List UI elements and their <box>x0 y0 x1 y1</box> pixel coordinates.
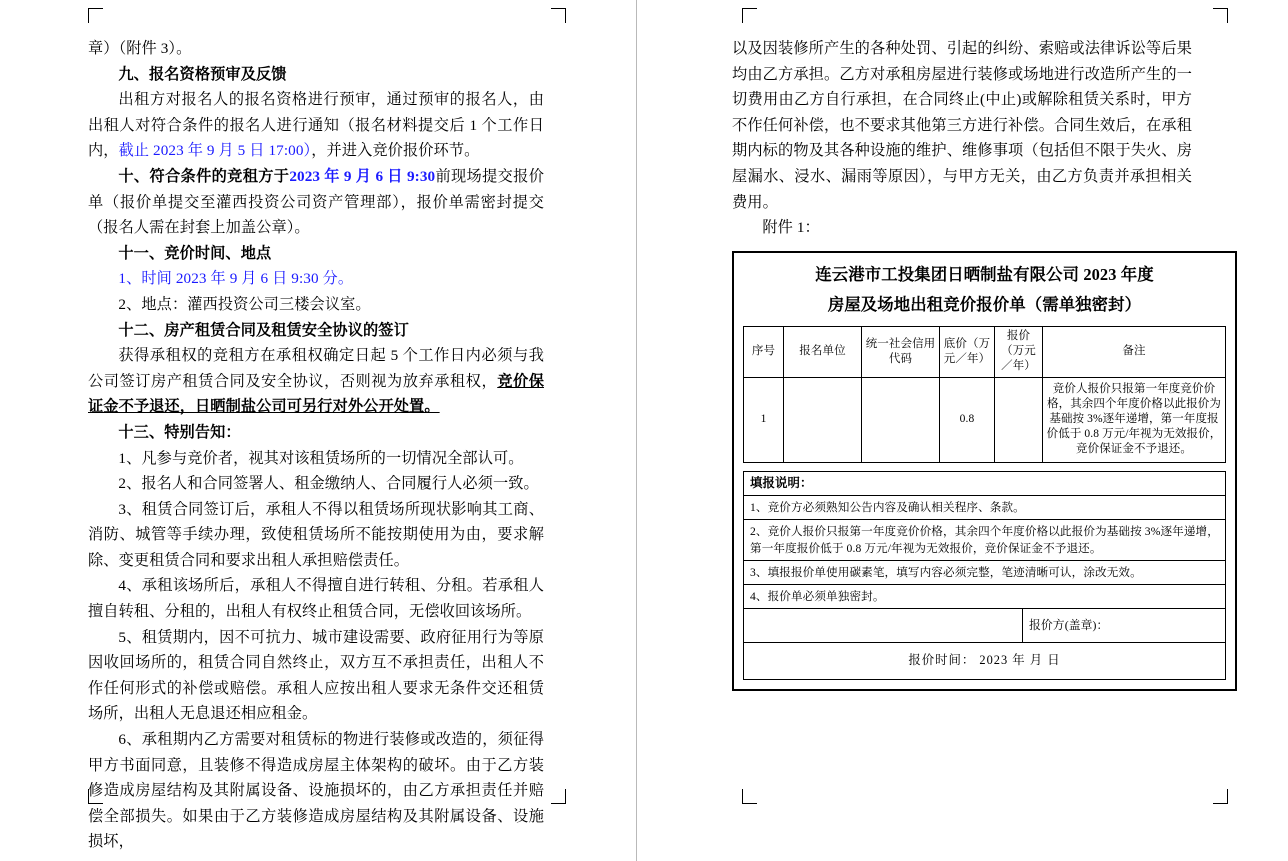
col-header-remark: 备注 <box>1043 326 1226 377</box>
cell-credit-code[interactable] <box>862 377 940 462</box>
section-ten-tail: 前现场提交报价单（报价单提交至灌西投资公司资产管理部），报价单需密封提交（报名人需在封套上加盖公章）。 <box>88 167 544 237</box>
paragraph-prequalification <box>88 87 544 164</box>
bid-time-row: 报价时间： 2023 年 月 日 <box>744 642 1225 679</box>
paragraph-prequalification-tail: ，并进入竞价报价环节。 <box>311 142 480 160</box>
col-header-credit-code: 统一社会信用代码 <box>862 326 940 377</box>
bid-table <box>743 326 1226 463</box>
cell-bid-price[interactable] <box>995 377 1043 462</box>
crop-mark-top-left-right-page <box>742 8 757 23</box>
crop-mark-top-right-right-page <box>1213 8 1228 23</box>
cell-base-price: 0.8 <box>940 377 995 462</box>
paragraph-contract-signing <box>88 343 544 420</box>
contract-signing-text: 获得承租权的竞租方在承租权确定日起 5 个工作日内必须与我公司签订房产租赁合同及安全协议，否则视为放弃承租权， <box>88 347 544 390</box>
note-item-1: 1、竞价方必须熟知公告内容及确认相关程序、条款。 <box>744 495 1225 519</box>
right-page-body <box>732 36 1222 691</box>
paragraph-section-ten <box>88 164 544 241</box>
cell-no: 1 <box>744 377 784 462</box>
col-header-no: 序号 <box>744 326 784 377</box>
paragraph-renovation-liability: 以及因装修所产生的各种处罚、引起的纠纷、索赔或法律诉讼等后果均由乙方承担。乙方对承租房屋进行装修或场地进行改造所产生的一切费用由乙方自行承担，在合同终止(中止)或解除租赁关系时，甲方不作任何补偿，也不要求其他第三方进行补偿。合同生效后，在承租期内标的物及其各种设施的维护、维修事项（包括但不限于失火、房屋漏水、浸水、漏雨等原因），与甲方无关，由乙方负责并承担相关费用。 <box>732 40 1192 211</box>
page-right <box>637 0 1288 861</box>
section-ten-date: 2023 年 9 月 6 日 9:30 <box>289 167 436 185</box>
col-header-bid-price: 报价（万元／年） <box>995 326 1043 377</box>
paragraph-prequalification-text: 出租方对报名人的报名资格进行预审，通过预审的报名人，由出租人对符合条件的报名人进行通知（报名材料提交后 1 个工作日内， <box>88 91 544 160</box>
heading-section-thirteen: 十三、特别告知： <box>118 423 241 441</box>
crop-mark-top-left <box>88 8 103 23</box>
signature-row <box>744 608 1225 643</box>
signature-left-blank[interactable] <box>744 609 1022 643</box>
notes-title: 填报说明： <box>750 475 813 490</box>
crop-mark-bottom-right-right-page <box>1213 789 1228 804</box>
notice-item-2: 2、报名人和合同签署人、租金缴纳人、合同履行人必须一致。 <box>118 475 539 493</box>
crop-mark-top-right <box>551 8 566 23</box>
crop-mark-bottom-right <box>551 789 566 804</box>
page-left <box>0 0 637 861</box>
paragraph-appendix3: 章）（附件 3）。 <box>88 40 192 57</box>
heading-section-twelve: 十二、房产租赁合同及租赁安全协议的签订 <box>118 321 409 339</box>
cell-unit[interactable] <box>784 377 862 462</box>
bid-time-item: 1、时间 2023 年 9 月 6 日 9:30 分。 <box>118 270 354 288</box>
bid-form-box <box>732 251 1237 691</box>
deadline-highlight: 截止 2023 年 9 月 5 日 17:00） <box>118 142 312 160</box>
left-page-body <box>88 36 544 855</box>
crop-mark-bottom-left-right-page <box>742 789 757 804</box>
notice-item-1: 1、凡参与竞价者，视其对该租赁场所的一切情况全部认可。 <box>118 449 524 467</box>
note-item-4: 4、报价单必须单独密封。 <box>744 584 1225 608</box>
notice-item-3: 3、租赁合同签订后，承租人不得以租赁场所现状影响其工商、消防、城管等手续办理，致使租赁场所不能按期使用为由，要求解除、变更租赁合同和要求出租人承担赔偿责任。 <box>88 500 544 569</box>
bid-place-item: 2、地点：灌西投资公司三楼会议室。 <box>118 295 371 313</box>
notice-item-5: 5、租赁期内，因不可抗力、城市建设需要、政府征用行为等原因收回场所的，租赁合同自然终止，双方互不承担责任，出租人不作任何形式的补偿或赔偿。承租人应按出租人要求无条件交还租赁场所，出租人无息退还相应租金。 <box>88 628 544 723</box>
col-header-unit: 报名单位 <box>784 326 862 377</box>
notice-item-4: 4、承租该场所后，承租人不得擅自进行转租、分租。若承租人擅自转租、分租的，出租人有权终止租赁合同，无偿收回该场所。 <box>88 577 544 621</box>
form-title-line2: 房屋及场地出租竞价报价单（需单独密封） <box>827 294 1142 314</box>
section-ten-heading: 十、符合条件的竞租方于 <box>118 167 290 185</box>
col-header-base-price: 底价（万元／年） <box>940 326 995 377</box>
heading-section-eleven: 十一、竞价时间、地点 <box>118 244 272 262</box>
attachment-label: 附件 1： <box>762 219 820 237</box>
note-item-2: 2、竞价人报价只报第一年度竞价价格，其余四个年度价格以此报价为基础按 3%逐年递增，第一年度报价低于 0.8 万元/年视为无效报价，竞价保证金不予退还。 <box>744 519 1225 560</box>
table-row <box>744 377 1226 462</box>
heading-section-nine: 九、报名资格预审及反馈 <box>118 65 287 83</box>
signature-bidder-seal: 报价方(盖章)： <box>1022 609 1225 643</box>
form-title-line1: 连云港市工投集团日晒制盐有限公司 2023 年度 <box>815 264 1154 284</box>
notice-item-6: 6、承租期内乙方需要对租赁标的物进行装修或改造的，须征得甲方书面同意，且装修不得造成房屋主体架构的破坏。由于乙方装修造成房屋结构及其附属设备、设施损坏的，由乙方承担责任并赔偿全部损失。如果由于乙方装修造成房屋结构及其附属设备、设施损坏， <box>88 731 544 851</box>
table-header-row <box>744 326 1226 377</box>
note-item-3: 3、填报报价单使用碳素笔，填写内容必须完整，笔迹清晰可认，涂改无效。 <box>744 560 1225 584</box>
form-notes <box>743 471 1226 680</box>
deposit-forfeit-warning: 竞价保证金不予退还，日晒制盐公司可另行对外公开处置。 <box>88 372 544 416</box>
cell-remark: 竞价人报价只报第一年度竞价价格，其余四个年度价格以此报价为基础按 3%逐年递增，第一年度报价低于 0.8 万元/年视为无效报价，竞价保证金不予退还。 <box>1043 377 1226 462</box>
